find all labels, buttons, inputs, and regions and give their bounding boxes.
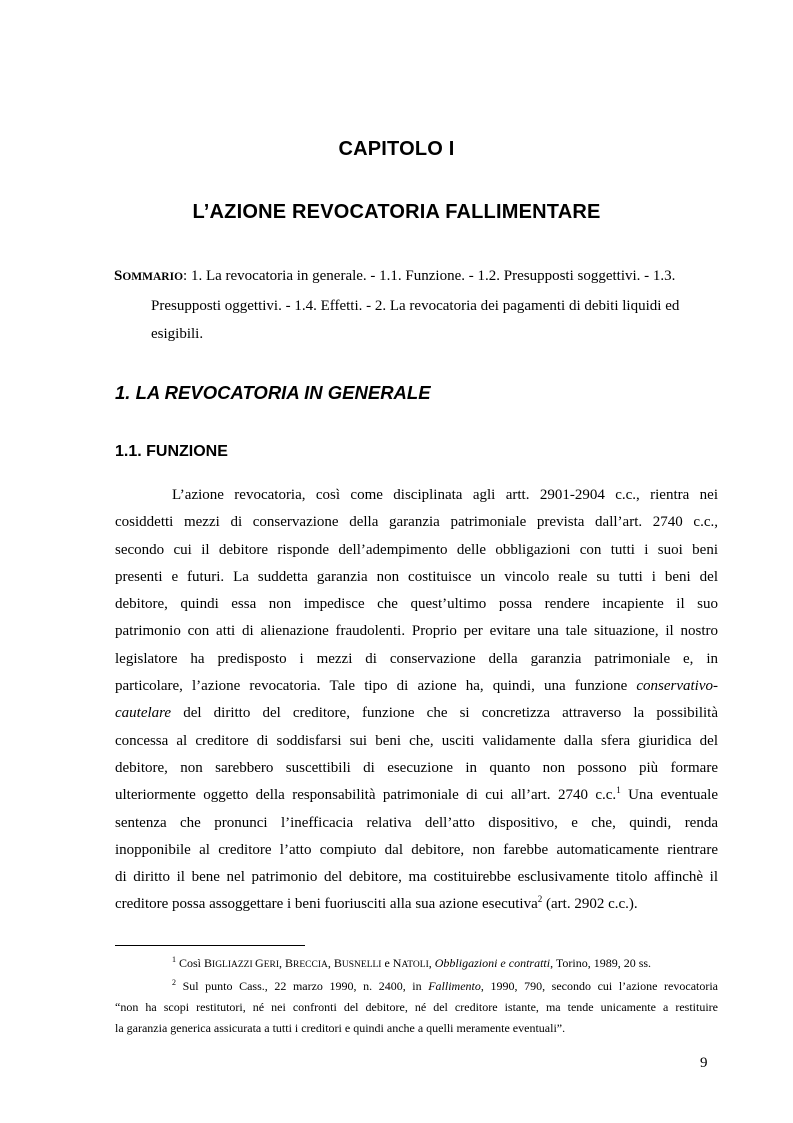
section-heading: 1. LA REVOCATORIA IN GENERALE <box>115 382 431 403</box>
author-smallcaps: RECCIA <box>293 960 328 970</box>
body-line: sentenza che pronunci l’inefficacia relativa dell’atto dispositivo, e che, quindi, renda <box>115 814 718 831</box>
footnote-1 <box>115 953 718 976</box>
footnote-ref-1[interactable]: 1 <box>616 785 621 796</box>
body-italic: cautelare <box>115 705 172 722</box>
summary-line-3: esigibili. <box>151 326 204 342</box>
subsection-heading: 1.1. FUNZIONE <box>115 443 228 460</box>
footnote-text: Sul punto Cass., 22 marzo 1990, n. 2400, in <box>176 979 429 993</box>
body-text: creditore possa assoggettare i beni fuoriusciti alla sua azione esecutiva <box>115 896 538 913</box>
footnote-number-2: 2 <box>172 978 176 987</box>
summary <box>114 262 717 349</box>
footnote-text: , <box>428 956 435 970</box>
summary-label-initial: S <box>114 268 123 284</box>
footnote-text: , <box>279 956 286 970</box>
body-line <box>115 782 718 809</box>
body-line: L’azione revocatoria, così come disciplinata agli artt. 2901-2904 c.c., rientra nei <box>172 487 718 503</box>
footnotes <box>115 953 718 1039</box>
body-line: concessa al creditore di soddisfarsi sui beni che, usciti validamente dalla sfera giuridica del <box>115 732 718 749</box>
body-line: di diritto il bene nel patrimonio del debitore, ma costituirebbe esclusivamente titolo affinchè il <box>115 869 718 886</box>
summary-text-1: : 1. La revocatoria in generale. - 1.1. Funzione. - 1.2. Presupposti soggettivi. - 1.3. <box>183 268 676 284</box>
body-text: del diritto del creditore, funzione che si concretizza attraverso la possibilità <box>171 705 718 722</box>
author-initial: B <box>285 956 294 970</box>
author-smallcaps: IGLIAZZI <box>212 960 256 970</box>
footnote-text: , Torino, 1989, 20 ss. <box>550 956 652 970</box>
footnote-ref-2[interactable]: 2 <box>537 894 543 905</box>
summary-line-1 <box>114 262 717 292</box>
footnote-2-line-1 <box>115 976 718 997</box>
body-line: presenti e futuri. La suddetta garanzia non costituisce un vincolo reale su tutti i beni del <box>115 568 718 585</box>
footnote-number-1: 1 <box>172 955 176 964</box>
body-line: inopponibile al creditore l’atto compiuto dal debitore, non farebbe automaticamente rientrare <box>115 841 718 858</box>
author-smallcaps: ERI <box>263 960 280 970</box>
body-line <box>115 673 718 700</box>
author-initial: B <box>204 956 213 970</box>
body-line <box>115 891 718 918</box>
footnote-text: e <box>381 956 393 970</box>
body-line <box>115 700 718 727</box>
body-line: debitore, quindi essa non impedisce che quest’ultimo possa rendere incapiente il suo <box>115 596 718 613</box>
chapter-title: L’AZIONE REVOCATORIA FALLIMENTARE <box>192 201 601 223</box>
body-text: ulteriormente oggetto della responsabilità patrimoniale di cui all’art. 2740 c.c. <box>115 787 617 804</box>
footnote-2-line-3: la garanzia generica assicurata a tutti i creditori e quindi anche a quelli meramente eventuali”. <box>115 1021 566 1035</box>
author-initial: G <box>255 956 264 970</box>
footnote-text: , 1990, 790, secondo cui l’azione revocatoria <box>480 979 719 993</box>
author-smallcaps: USNELLI <box>341 960 382 970</box>
body-line: debitore, non sarebbero suscettibili di esecuzione in quanto non possono più formare <box>115 759 718 776</box>
body-italic: conservativo- <box>636 678 718 695</box>
body-text: (art. 2902 c.c.). <box>542 896 638 913</box>
body-line: legislatore ha predisposto i mezzi di conservazione della garanzia patrimoniale e, in <box>115 650 718 667</box>
footnote-text: , <box>327 956 334 970</box>
body-line: secondo cui il debitore risponde dell’adempimento delle obbligazioni con tutti i suoi beni <box>115 541 718 558</box>
author-smallcaps: ATOLI <box>401 960 429 970</box>
body-text: Una eventuale <box>620 787 718 804</box>
body-line: patrimonio con atti di alienazione fraudolenti. Proprio per evitare una tale situazione, il nostro <box>115 623 718 640</box>
footnote-separator <box>115 945 305 946</box>
summary-label-rest: OMMARIO <box>122 271 184 283</box>
footnote-text: Così <box>176 956 205 970</box>
footnote-2-line-2: “non ha scopi restitutori, né nei confronti del debitore, né del creditore istante, ma tende unicamente a restituire <box>115 1000 718 1014</box>
body-paragraph <box>115 482 718 919</box>
body-text: particolare, l’azione revocatoria. Tale tipo di azione ha, quindi, una funzione <box>115 678 628 695</box>
author-initial: B <box>333 956 342 970</box>
page-number: 9 <box>700 1055 708 1071</box>
footnote-italic-title: Fallimento <box>428 979 481 993</box>
chapter-label: CAPITOLO I <box>338 138 455 160</box>
footnote-italic-title: Obbligazioni e contratti <box>434 956 551 970</box>
author-initial: N <box>392 956 402 970</box>
summary-line-2: Presupposti oggettivi. - 1.4. Effetti. - 2. La revocatoria dei pagamenti di debiti liquidi ed <box>151 297 680 314</box>
body-line: cosiddetti mezzi di conservazione della garanzia patrimoniale prevista dall’art. 2740 c.c., <box>115 514 718 531</box>
